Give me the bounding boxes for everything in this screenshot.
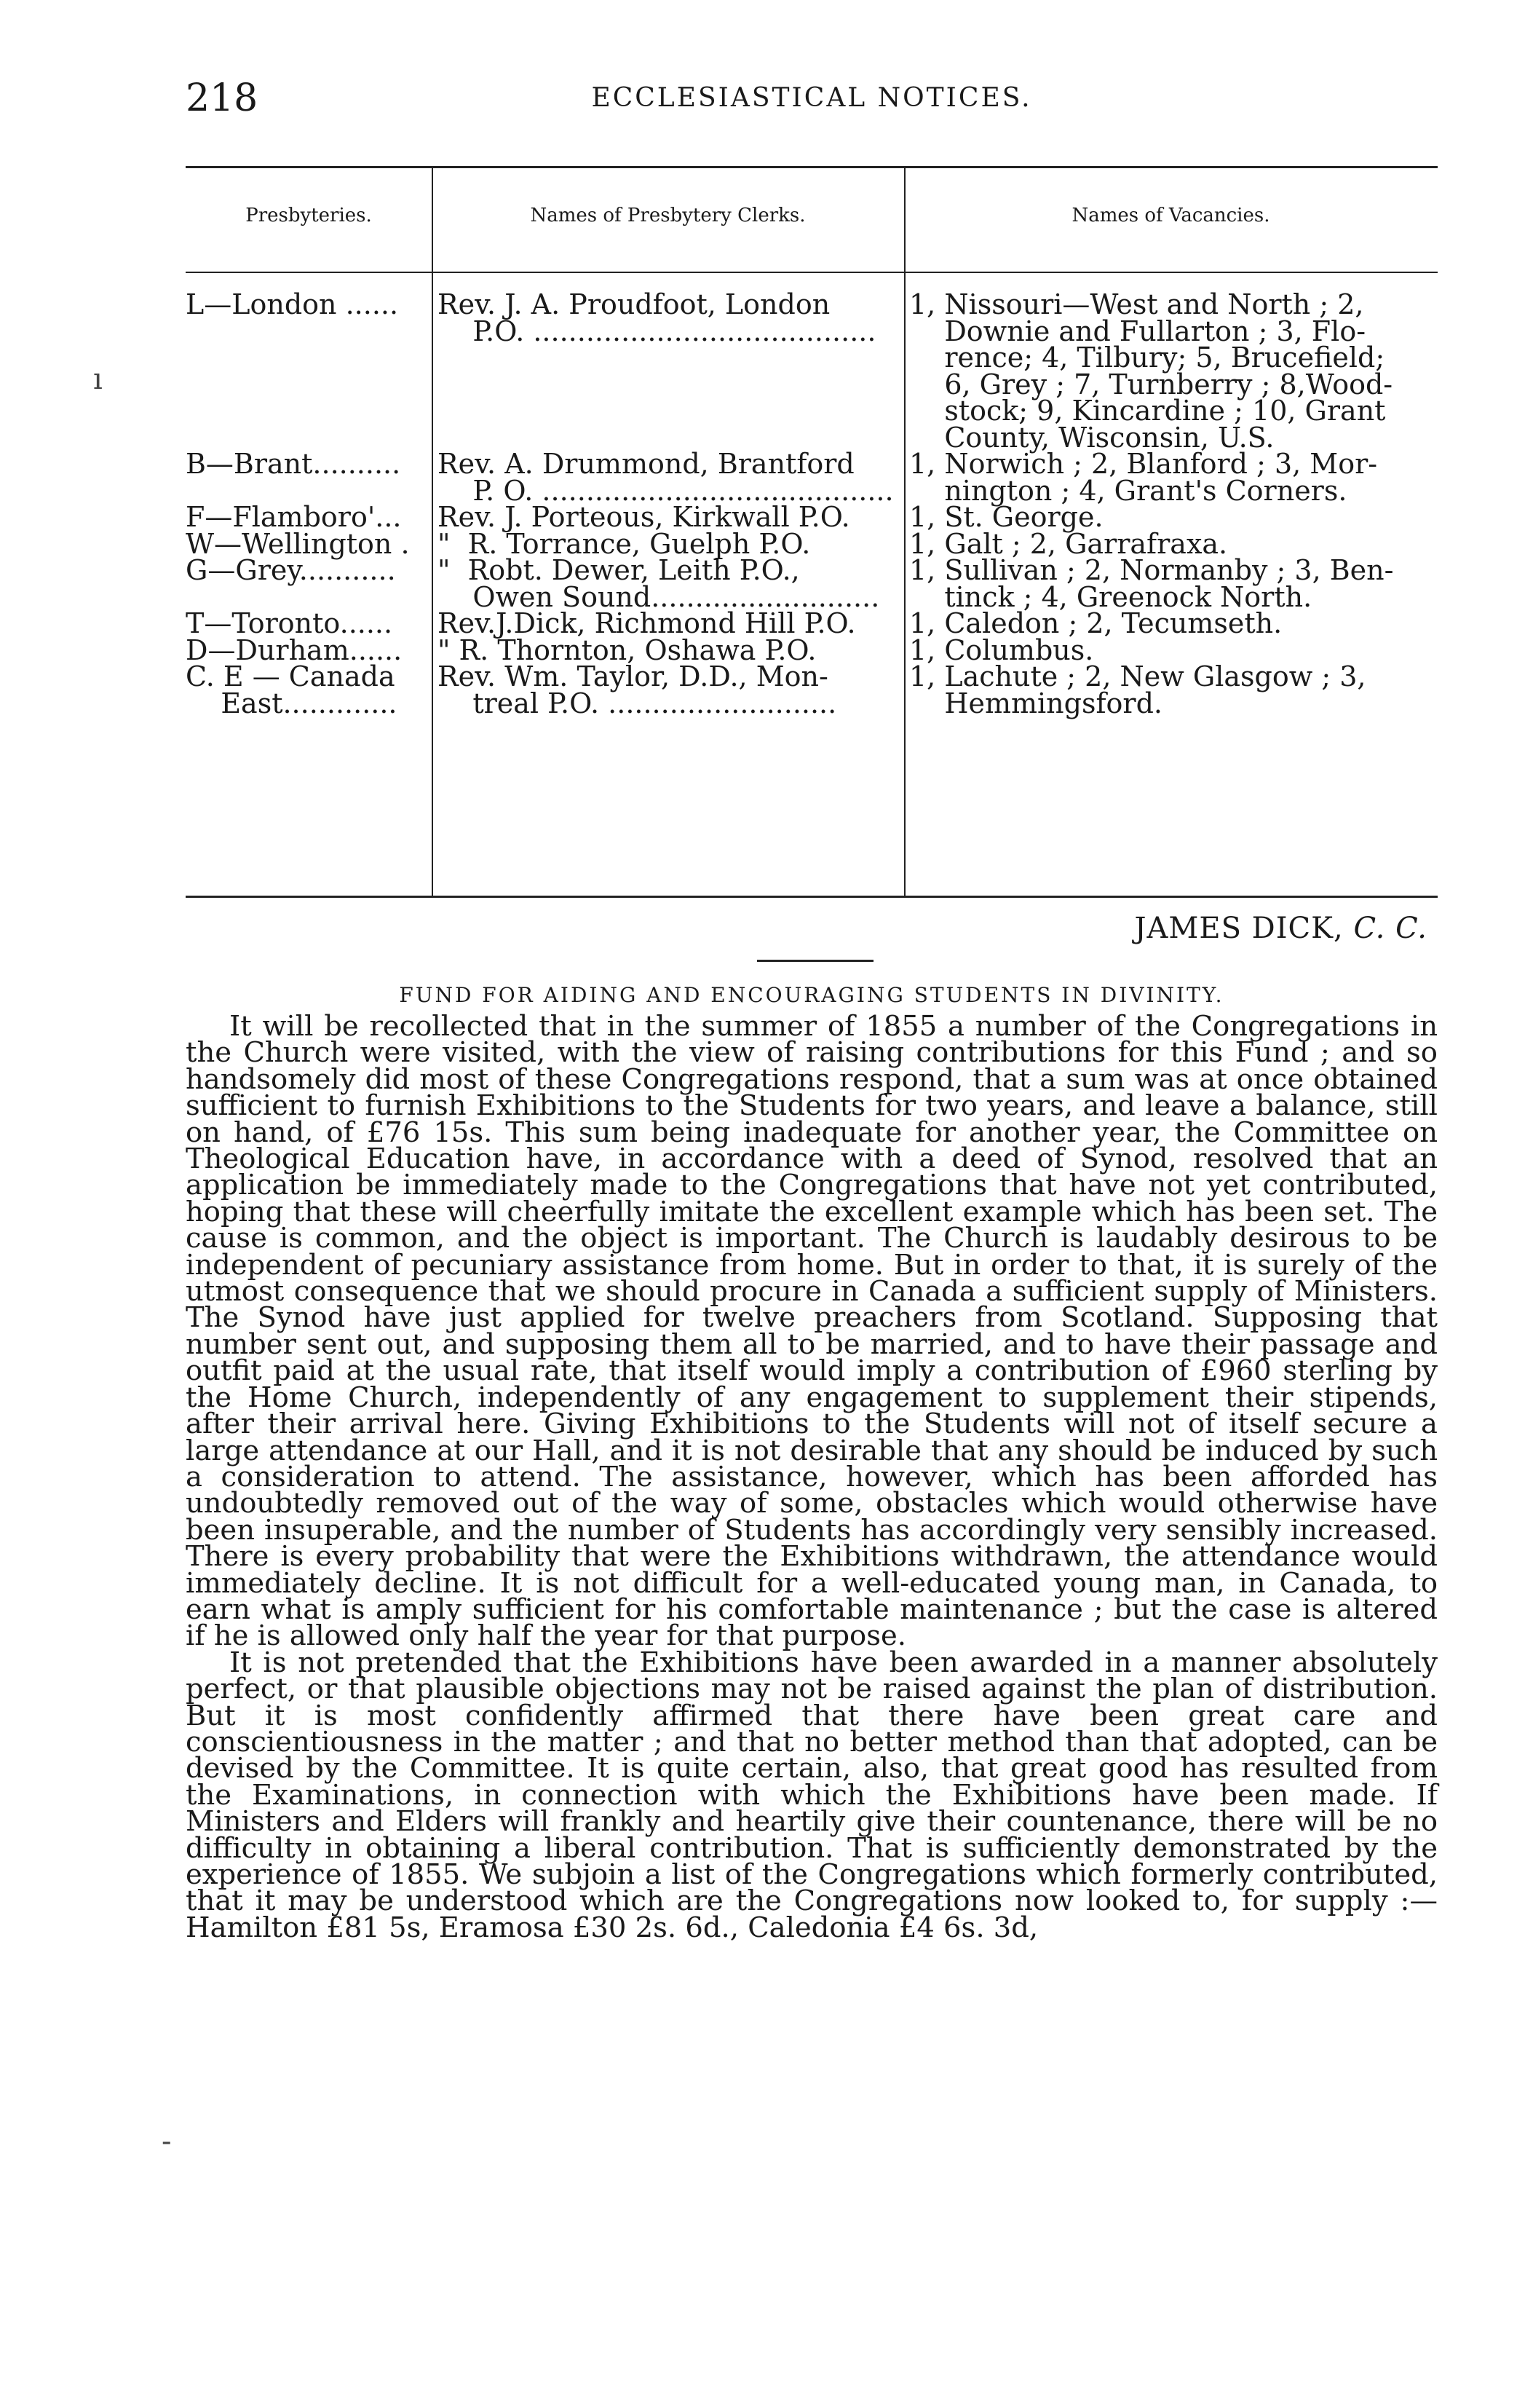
vacancies: 1, Galt ; 2, Garrafraxa. [909, 528, 1228, 560]
column-header-presbyteries: Presbyteries. [245, 205, 372, 226]
presbytery-table [186, 166, 1438, 901]
signature-title: C. C. [1353, 912, 1427, 945]
paragraph: It will be recollected that in the summer of 1855 a number of the Congregations in the Church were visited, with the view of raising contributions for this Fund ; and so handsomely did most of these Congregations respond, that a sum was at once obtained sufficient to furnish Exhibitions to the Students for two years, and leave a balance, still on hand, of £76 15s. This sum being inadequate for another year, the Committee on Theological Education have, in accordance with a deed of Synod, resolved that an application be immediately made to the Congregations that have not yet contributed, hoping that these will cheerfully imitate the excellent example which has been set. The cause is common, and the object is important. The Church is laudably desirous to be independent of pecuniary assistance from home. But in order to that, it is surely of the utmost consequence that we should procure in Canada a sufficient supply of Ministers. The Synod have just applied for twelve preachers from Scotland. Supposing that number sent out, and supposing them all to be married, and to have their passage and outfit paid at the usual rate, that itself would imply a contribution of £960 sterling by the Home Church, independently of any engagement to supplement their stipends, after their arrival here. Giving Exhibitions to the Students will not of itself secure a large attendance at our Hall, and it is not desirable that any should be induced by such a consideration to attend. The assistance, however, which has been afforded has undoubtedly removed out of the way of some, obstacles which would otherwise have been insuperable, and the number of Students has accordingly very sensibly increased. There is every probability that were the Exhibitions withdrawn, the attendance would immediately decline. It is not difficult for a well-educated young man, in Canada, to earn what is amply sufficient for his comfortable maintenance ; but the case is altered if he is allowed only half the year for that purpose. [186, 1010, 1438, 1653]
vacancies: 1, Norwich ; 2, Blanford ; 3, Mor- nington ; 4, Grant's Corners. [909, 448, 1378, 507]
vacancies: 1, Columbus. [909, 634, 1094, 666]
page-header [186, 69, 1438, 127]
presbytery-clerk: Rev. J. A. Proudfoot, London P.O. ....................................... [437, 288, 876, 347]
presbytery-name: L—London ...... [186, 288, 399, 320]
column-header-clerks: Names of Presbytery Clerks. [530, 205, 806, 226]
presbytery-name: C. E — Canada East............. [186, 660, 397, 719]
presbytery-clerk: " R. Torrance, Guelph P.O. [437, 528, 811, 560]
presbytery-name: F—Flamboro'... [186, 501, 402, 533]
vacancies: 1, Caledon ; 2, Tecumseth. [909, 607, 1283, 639]
stray-print-mark: - [162, 2125, 172, 2158]
column-header-vacancies: Names of Vacancies. [1071, 205, 1270, 226]
presbytery-name: W—Wellington . [186, 528, 410, 560]
column-divider [432, 166, 433, 896]
stray-print-mark: ı [93, 363, 103, 396]
section-title: FUND FOR AIDING AND ENCOURAGING STUDENTS IN DIVINITY. [399, 983, 1224, 1007]
column-divider [904, 166, 906, 896]
presbytery-name: D—Durham...... [186, 634, 403, 666]
signature [1134, 909, 1427, 948]
presbytery-name: G—Grey........... [186, 554, 396, 586]
vacancies: 1, Nissouri—West and North ; 2, Downie and Fullarton ; 3, Flo- rence; 4, Tilbury; 5, Brucefield; 6, Grey ; 7, Turnberry ; 8,Wood- stock; 9, Kincardine ; 10, Grant County, Wisconsin, U.S. [909, 288, 1393, 454]
vacancies: 1, Lachute ; 2, New Glasgow ; 3, Hemmingsford. [909, 660, 1366, 719]
running-head: ECCLESIASTICAL NOTICES. [591, 83, 1032, 113]
signature-name: JAMES DICK, [1134, 912, 1344, 945]
presbytery-clerk: Rev.J.Dick, Richmond Hill P.O. [437, 607, 856, 639]
presbytery-clerk: " Robt. Dewer, Leith P.O., Owen Sound.......................... [437, 554, 880, 613]
table-top-rule [186, 166, 1438, 168]
table-bottom-rule [186, 896, 1438, 898]
presbytery-name: B—Brant.......... [186, 448, 401, 480]
page-number: 218 [186, 76, 258, 120]
presbytery-clerk: " R. Thornton, Oshawa P.O. [437, 634, 817, 666]
vacancies: 1, Sullivan ; 2, Normanby ; 3, Ben- tinck ; 4, Greenock North. [909, 554, 1394, 613]
paragraph: It is not pretended that the Exhibitions have been awarded in a manner absolutely perfect, or that plausible objections may not be raised against the plan of distribution. But it is most confidently affirmed that there have been great care and conscientiousness in the matter ; and that no better method than that adopted, can be devised by the Committee. It is quite certain, also, that great good has resulted from the Examinations, in connection with which the Exhibitions have been made. If Ministers and Elders will frankly and heartily give their countenance, there will be no difficulty in obtaining a liberal contribution. That is sufficiently demonstrated by the experience of 1855. We subjoin a list of the Congregations which formerly contributed, that it may be understood which are the Congregations now looked to, for supply :—Hamilton £81 5s, Eramosa £30 2s. 6d., Caledonia £4 6s. 3d, [186, 1646, 1438, 1944]
presbytery-name: T—Toronto...... [186, 607, 393, 639]
presbytery-clerk: Rev. J. Porteous, Kirkwall P.O. [437, 501, 850, 533]
article-body [186, 1010, 1438, 1944]
presbytery-clerk: Rev. Wm. Taylor, D.D., Mon- treal P.O. .......................... [437, 660, 837, 719]
header-bottom-rule [186, 272, 1438, 273]
presbytery-clerk: Rev. A. Drummond, Brantford P. O. ........................................ [437, 448, 894, 507]
vacancies: 1, St. George. [909, 501, 1104, 533]
section-divider [757, 960, 874, 962]
